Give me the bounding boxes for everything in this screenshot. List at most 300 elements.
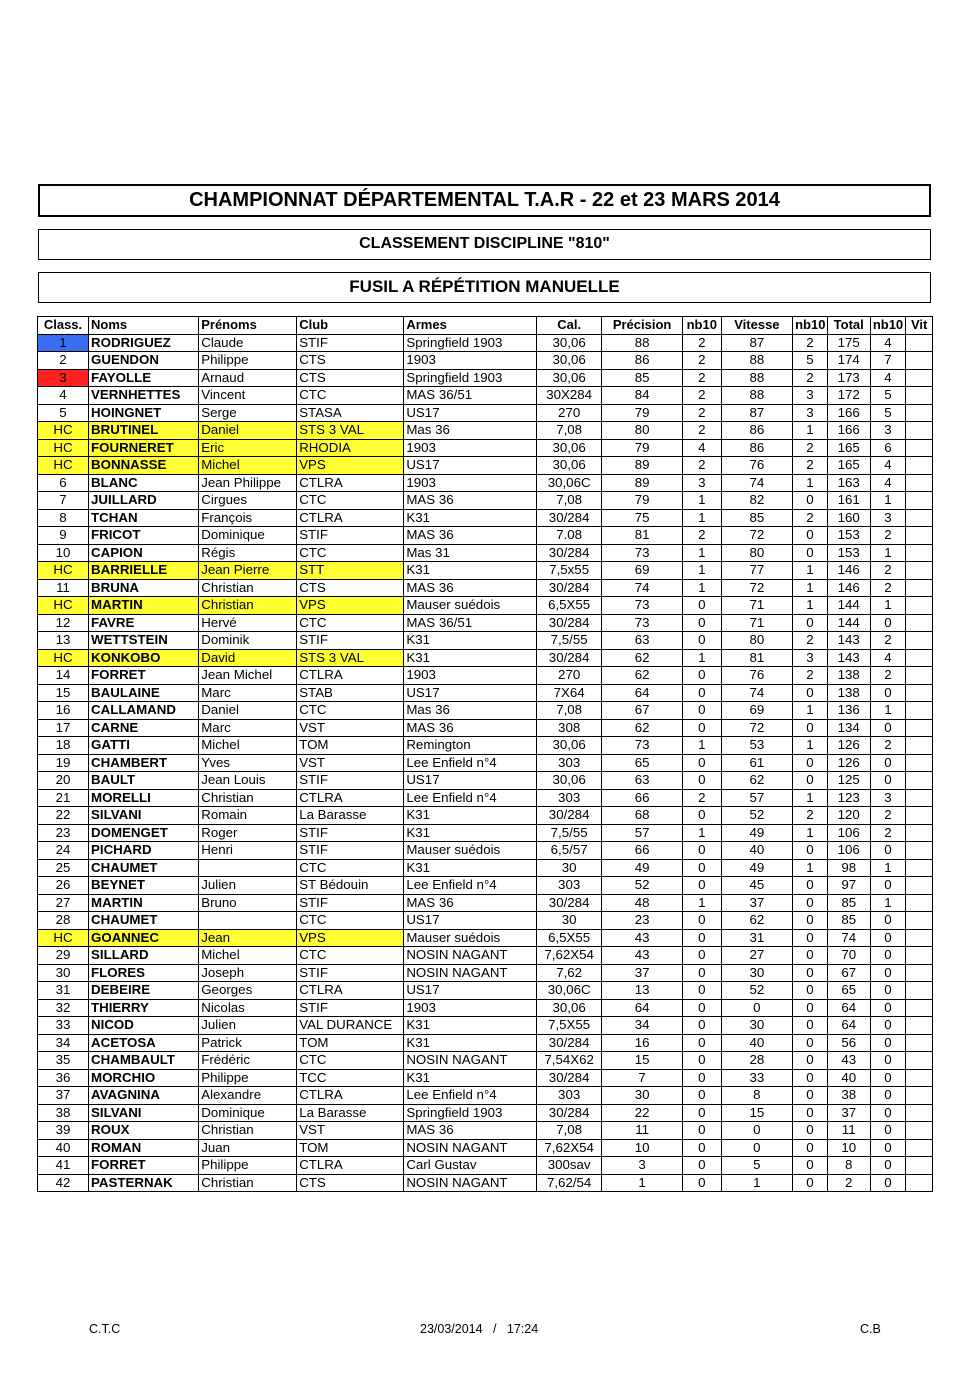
cell-vit	[906, 789, 933, 807]
cell-prenom: Serge	[199, 404, 297, 422]
cell-nb10-precision: 2	[682, 387, 721, 405]
cell-nb10-total: 0	[870, 1069, 906, 1087]
cell-cal: 7,62/54	[536, 1174, 601, 1192]
cell-nb10-total: 4	[870, 457, 906, 475]
table-row	[38, 737, 933, 755]
cell-cal: 30/284	[536, 649, 601, 667]
cell-arme: K31	[404, 649, 537, 667]
cell-arme: US17	[404, 772, 537, 790]
cell-nb10-precision: 1	[682, 492, 721, 510]
table-row	[38, 1104, 933, 1122]
cell-nb10-precision: 0	[682, 719, 721, 737]
cell-prenom: Patrick	[199, 1034, 297, 1052]
cell-arme: Springfield 1903	[404, 334, 537, 352]
cell-nb10-vitesse: 1	[793, 474, 828, 492]
cell-vitesse: 52	[721, 982, 792, 1000]
table-row	[38, 684, 933, 702]
cell-class: 31	[38, 982, 89, 1000]
cell-vit	[906, 562, 933, 580]
cell-precision: 67	[602, 702, 683, 720]
cell-nom: AVAGNINA	[89, 1087, 199, 1105]
cell-nb10-precision: 2	[682, 404, 721, 422]
table-row	[38, 579, 933, 597]
cell-nb10-precision: 0	[682, 964, 721, 982]
col-header-noms: Noms	[89, 317, 199, 335]
cell-prenom: Jean Michel	[199, 667, 297, 685]
cell-class: 24	[38, 842, 89, 860]
cell-nb10-vitesse: 0	[793, 1104, 828, 1122]
cell-arme: NOSIN NAGANT	[404, 947, 537, 965]
cell-nom: BEYNET	[89, 877, 199, 895]
cell-vitesse: 77	[721, 562, 792, 580]
cell-total: 165	[827, 439, 870, 457]
cell-nb10-precision: 0	[682, 1122, 721, 1140]
cell-total: 166	[827, 422, 870, 440]
cell-nom: DEBEIRE	[89, 982, 199, 1000]
cell-nb10-total: 2	[870, 824, 906, 842]
cell-nb10-total: 0	[870, 877, 906, 895]
cell-vitesse: 88	[721, 352, 792, 370]
cell-nb10-precision: 0	[682, 807, 721, 825]
col-header-club: Club	[297, 317, 404, 335]
cell-precision: 57	[602, 824, 683, 842]
table-row	[38, 1087, 933, 1105]
cell-class: 6	[38, 474, 89, 492]
cell-nb10-vitesse: 0	[793, 772, 828, 790]
cell-nb10-total: 1	[870, 597, 906, 615]
cell-nom: BONNASSE	[89, 457, 199, 475]
cell-arme: MAS 36	[404, 1122, 537, 1140]
cell-vitesse: 87	[721, 334, 792, 352]
cell-nb10-vitesse: 1	[793, 562, 828, 580]
cell-nb10-vitesse: 0	[793, 544, 828, 562]
cell-arme: K31	[404, 509, 537, 527]
cell-prenom: Henri	[199, 842, 297, 860]
cell-prenom: Régis	[199, 544, 297, 562]
cell-vitesse: 8	[721, 1087, 792, 1105]
cell-prenom: Bruno	[199, 894, 297, 912]
cell-arme: US17	[404, 457, 537, 475]
cell-cal: 7,5/55	[536, 824, 601, 842]
cell-total: 146	[827, 579, 870, 597]
cell-nb10-total: 2	[870, 667, 906, 685]
cell-prenom: Marc	[199, 684, 297, 702]
cell-total: 67	[827, 964, 870, 982]
cell-nb10-precision: 0	[682, 947, 721, 965]
table-row	[38, 1052, 933, 1070]
cell-nb10-total: 0	[870, 1104, 906, 1122]
cell-club: STIF	[297, 999, 404, 1017]
cell-club: CTC	[297, 544, 404, 562]
cell-precision: 23	[602, 912, 683, 930]
table-row	[38, 632, 933, 650]
cell-class: 37	[38, 1087, 89, 1105]
cell-vitesse: 81	[721, 649, 792, 667]
col-header-nb10-total: nb10	[870, 317, 906, 335]
cell-prenom: Nicolas	[199, 999, 297, 1017]
cell-arme: 1903	[404, 439, 537, 457]
cell-precision: 88	[602, 334, 683, 352]
cell-club: CTLRA	[297, 1157, 404, 1175]
cell-total: 85	[827, 894, 870, 912]
cell-nom: CHAUMET	[89, 912, 199, 930]
cell-nb10-precision: 0	[682, 754, 721, 772]
cell-nb10-vitesse: 0	[793, 614, 828, 632]
cell-cal: 270	[536, 404, 601, 422]
cell-class: 14	[38, 667, 89, 685]
cell-nom: HOINGNET	[89, 404, 199, 422]
cell-prenom: Philippe	[199, 1157, 297, 1175]
table-row	[38, 1122, 933, 1140]
cell-club: STIF	[297, 772, 404, 790]
cell-arme: Mauser suédois	[404, 929, 537, 947]
cell-precision: 73	[602, 614, 683, 632]
cell-prenom: Marc	[199, 719, 297, 737]
cell-prenom: Arnaud	[199, 369, 297, 387]
cell-club: VST	[297, 719, 404, 737]
cell-class: 35	[38, 1052, 89, 1070]
cell-total: 146	[827, 562, 870, 580]
cell-cal: 7,08	[536, 422, 601, 440]
cell-nom: FAVRE	[89, 614, 199, 632]
cell-total: 126	[827, 754, 870, 772]
cell-vit	[906, 912, 933, 930]
cell-arme: MAS 36	[404, 894, 537, 912]
cell-club: VPS	[297, 597, 404, 615]
cell-nb10-total: 0	[870, 1052, 906, 1070]
cell-nb10-precision: 0	[682, 684, 721, 702]
table-row	[38, 912, 933, 930]
cell-nom: CHAMBERT	[89, 754, 199, 772]
cell-nom: PASTERNAK	[89, 1174, 199, 1192]
cell-prenom: Daniel	[199, 702, 297, 720]
cell-nb10-vitesse: 0	[793, 1122, 828, 1140]
cell-cal: 308	[536, 719, 601, 737]
cell-vit	[906, 772, 933, 790]
cell-club: CTS	[297, 369, 404, 387]
cell-nb10-total: 2	[870, 562, 906, 580]
cell-vit	[906, 754, 933, 772]
table-row	[38, 474, 933, 492]
cell-class: HC	[38, 597, 89, 615]
cell-prenom: Frédéric	[199, 1052, 297, 1070]
cell-nb10-total: 5	[870, 387, 906, 405]
cell-nb10-precision: 0	[682, 929, 721, 947]
cell-prenom: Roger	[199, 824, 297, 842]
cell-total: 144	[827, 614, 870, 632]
cell-arme: Lee Enfield n°4	[404, 789, 537, 807]
cell-nb10-precision: 0	[682, 1034, 721, 1052]
cell-vit	[906, 877, 933, 895]
cell-precision: 79	[602, 492, 683, 510]
cell-total: 143	[827, 632, 870, 650]
cell-class: 21	[38, 789, 89, 807]
cell-club: STS 3 VAL	[297, 649, 404, 667]
cell-nom: SILVANI	[89, 807, 199, 825]
cell-arme: K31	[404, 807, 537, 825]
cell-vit	[906, 422, 933, 440]
cell-nb10-total: 0	[870, 1174, 906, 1192]
cell-prenom: Christian	[199, 789, 297, 807]
cell-vit	[906, 614, 933, 632]
col-header-nb10-precision: nb10	[682, 317, 721, 335]
cell-precision: 86	[602, 352, 683, 370]
cell-nb10-total: 0	[870, 1017, 906, 1035]
cell-precision: 7	[602, 1069, 683, 1087]
cell-arme: Carl Gustav	[404, 1157, 537, 1175]
cell-cal: 7,54X62	[536, 1052, 601, 1070]
cell-nom: MARTIN	[89, 894, 199, 912]
cell-cal: 30/284	[536, 579, 601, 597]
cell-precision: 79	[602, 439, 683, 457]
cell-nb10-precision: 0	[682, 842, 721, 860]
cell-nb10-vitesse: 1	[793, 737, 828, 755]
cell-nb10-vitesse: 0	[793, 1139, 828, 1157]
cell-class: 9	[38, 527, 89, 545]
cell-club: STASA	[297, 404, 404, 422]
table-row	[38, 807, 933, 825]
cell-prenom: Jean Louis	[199, 772, 297, 790]
cell-prenom: Yves	[199, 754, 297, 772]
cell-nom: FAYOLLE	[89, 369, 199, 387]
cell-nb10-precision: 2	[682, 527, 721, 545]
cell-vitesse: 76	[721, 667, 792, 685]
cell-club: RHODIA	[297, 439, 404, 457]
cell-prenom: Michel	[199, 947, 297, 965]
table-row	[38, 597, 933, 615]
cell-nb10-total: 0	[870, 1087, 906, 1105]
cell-precision: 43	[602, 947, 683, 965]
cell-nb10-vitesse: 5	[793, 352, 828, 370]
cell-total: 106	[827, 824, 870, 842]
cell-vitesse: 15	[721, 1104, 792, 1122]
cell-vitesse: 62	[721, 912, 792, 930]
cell-vitesse: 80	[721, 544, 792, 562]
cell-nb10-precision: 0	[682, 877, 721, 895]
cell-class: 27	[38, 894, 89, 912]
cell-prenom: Christian	[199, 597, 297, 615]
cell-nb10-precision: 0	[682, 667, 721, 685]
cell-total: 175	[827, 334, 870, 352]
cell-club: CTLRA	[297, 1087, 404, 1105]
cell-total: 65	[827, 982, 870, 1000]
cell-class: 15	[38, 684, 89, 702]
cell-prenom: Romain	[199, 807, 297, 825]
cell-vitesse: 72	[721, 527, 792, 545]
cell-nb10-vitesse: 2	[793, 369, 828, 387]
cell-total: 160	[827, 509, 870, 527]
cell-nb10-total: 2	[870, 579, 906, 597]
cell-vitesse: 52	[721, 807, 792, 825]
table-row	[38, 859, 933, 877]
cell-nb10-vitesse: 0	[793, 1052, 828, 1070]
cell-nb10-vitesse: 2	[793, 807, 828, 825]
cell-nb10-precision: 0	[682, 1069, 721, 1087]
cell-arme: NOSIN NAGANT	[404, 964, 537, 982]
cell-vit	[906, 334, 933, 352]
cell-total: 64	[827, 999, 870, 1017]
cell-total: 70	[827, 947, 870, 965]
cell-precision: 69	[602, 562, 683, 580]
cell-vitesse: 0	[721, 999, 792, 1017]
cell-total: 2	[827, 1174, 870, 1192]
cell-club: STIF	[297, 632, 404, 650]
cell-prenom: Claude	[199, 334, 297, 352]
cell-vitesse: 72	[721, 719, 792, 737]
cell-class: 28	[38, 912, 89, 930]
cell-vit	[906, 737, 933, 755]
cell-vitesse: 40	[721, 842, 792, 860]
cell-nom: GUENDON	[89, 352, 199, 370]
cell-nb10-vitesse: 0	[793, 1157, 828, 1175]
cell-nb10-total: 2	[870, 527, 906, 545]
cell-vit	[906, 1122, 933, 1140]
cell-vit	[906, 1087, 933, 1105]
cell-vitesse: 0	[721, 1122, 792, 1140]
cell-prenom: Philippe	[199, 1069, 297, 1087]
cell-arme: Springfield 1903	[404, 369, 537, 387]
cell-nom: FORRET	[89, 667, 199, 685]
cell-nb10-precision: 4	[682, 439, 721, 457]
cell-class: 33	[38, 1017, 89, 1035]
cell-nb10-total: 3	[870, 509, 906, 527]
cell-vitesse: 40	[721, 1034, 792, 1052]
cell-arme: 1903	[404, 667, 537, 685]
cell-vit	[906, 667, 933, 685]
cell-vitesse: 88	[721, 369, 792, 387]
cell-cal: 30/284	[536, 807, 601, 825]
cell-vit	[906, 684, 933, 702]
cell-vitesse: 61	[721, 754, 792, 772]
cell-vit	[906, 1017, 933, 1035]
cell-nom: MORCHIO	[89, 1069, 199, 1087]
cell-nb10-precision: 2	[682, 369, 721, 387]
cell-class: 42	[38, 1174, 89, 1192]
cell-vitesse: 71	[721, 597, 792, 615]
col-header-cal: Cal.	[536, 317, 601, 335]
cell-club: STIF	[297, 334, 404, 352]
cell-class: 8	[38, 509, 89, 527]
cell-club: STIF	[297, 894, 404, 912]
cell-prenom: Christian	[199, 1174, 297, 1192]
cell-cal: 30,06	[536, 737, 601, 755]
cell-vitesse: 85	[721, 509, 792, 527]
cell-nb10-precision: 3	[682, 474, 721, 492]
cell-class: 18	[38, 737, 89, 755]
cell-precision: 22	[602, 1104, 683, 1122]
cell-vit	[906, 999, 933, 1017]
table-row	[38, 667, 933, 685]
cell-class: 22	[38, 807, 89, 825]
cell-club: STIF	[297, 527, 404, 545]
cell-arme: Mauser suédois	[404, 597, 537, 615]
cell-precision: 73	[602, 737, 683, 755]
cell-precision: 75	[602, 509, 683, 527]
cell-nb10-vitesse: 1	[793, 422, 828, 440]
cell-arme: MAS 36	[404, 579, 537, 597]
cell-vitesse: 27	[721, 947, 792, 965]
table-row	[38, 334, 933, 352]
cell-nb10-precision: 0	[682, 632, 721, 650]
cell-cal: 303	[536, 789, 601, 807]
cell-cal: 30/284	[536, 1069, 601, 1087]
cell-club: CTLRA	[297, 509, 404, 527]
cell-vit	[906, 859, 933, 877]
cell-arme: US17	[404, 982, 537, 1000]
cell-vitesse: 53	[721, 737, 792, 755]
cell-vitesse: 49	[721, 824, 792, 842]
cell-cal: 303	[536, 1087, 601, 1105]
cell-arme: Lee Enfield n°4	[404, 877, 537, 895]
cell-arme: Lee Enfield n°4	[404, 754, 537, 772]
cell-precision: 49	[602, 859, 683, 877]
cell-nb10-vitesse: 0	[793, 719, 828, 737]
cell-vitesse: 1	[721, 1174, 792, 1192]
cell-precision: 43	[602, 929, 683, 947]
cell-vit	[906, 824, 933, 842]
cell-class: 25	[38, 859, 89, 877]
col-header-armes: Armes	[404, 317, 537, 335]
cell-nb10-total: 0	[870, 912, 906, 930]
cell-cal: 7.08	[536, 527, 601, 545]
cell-precision: 84	[602, 387, 683, 405]
cell-nb10-vitesse: 2	[793, 457, 828, 475]
cell-precision: 68	[602, 807, 683, 825]
cell-cal: 30/284	[536, 544, 601, 562]
cell-club: VST	[297, 754, 404, 772]
cell-nb10-precision: 0	[682, 1087, 721, 1105]
cell-nb10-total: 0	[870, 1139, 906, 1157]
cell-arme: Springfield 1903	[404, 1104, 537, 1122]
cell-total: 173	[827, 369, 870, 387]
cell-vit	[906, 807, 933, 825]
cell-precision: 15	[602, 1052, 683, 1070]
cell-class: 17	[38, 719, 89, 737]
cell-nb10-total: 0	[870, 1122, 906, 1140]
cell-nb10-total: 4	[870, 649, 906, 667]
cell-club: TOM	[297, 1139, 404, 1157]
cell-arme: Mas 36	[404, 702, 537, 720]
cell-cal: 7,5x55	[536, 562, 601, 580]
cell-nb10-precision: 0	[682, 1052, 721, 1070]
cell-vit	[906, 1034, 933, 1052]
footer-author: C.B	[860, 1322, 881, 1336]
cell-nb10-precision: 1	[682, 737, 721, 755]
table-row	[38, 492, 933, 510]
cell-nb10-vitesse: 3	[793, 387, 828, 405]
cell-nom: NICOD	[89, 1017, 199, 1035]
cell-arme: MAS 36	[404, 719, 537, 737]
cell-prenom: Jean	[199, 929, 297, 947]
cell-nb10-precision: 2	[682, 457, 721, 475]
cell-precision: 85	[602, 369, 683, 387]
cell-precision: 52	[602, 877, 683, 895]
cell-nom: FORRET	[89, 1157, 199, 1175]
cell-nom: DOMENGET	[89, 824, 199, 842]
cell-class: HC	[38, 929, 89, 947]
cell-club: TCC	[297, 1069, 404, 1087]
cell-club: STS 3 VAL	[297, 422, 404, 440]
cell-class: 4	[38, 387, 89, 405]
table-row	[38, 929, 933, 947]
cell-nb10-total: 0	[870, 1157, 906, 1175]
cell-prenom: Jean Pierre	[199, 562, 297, 580]
cell-prenom: Daniel	[199, 422, 297, 440]
cell-vit	[906, 649, 933, 667]
cell-nb10-precision: 0	[682, 912, 721, 930]
cell-arme: K31	[404, 1017, 537, 1035]
cell-cal: 30/284	[536, 1104, 601, 1122]
